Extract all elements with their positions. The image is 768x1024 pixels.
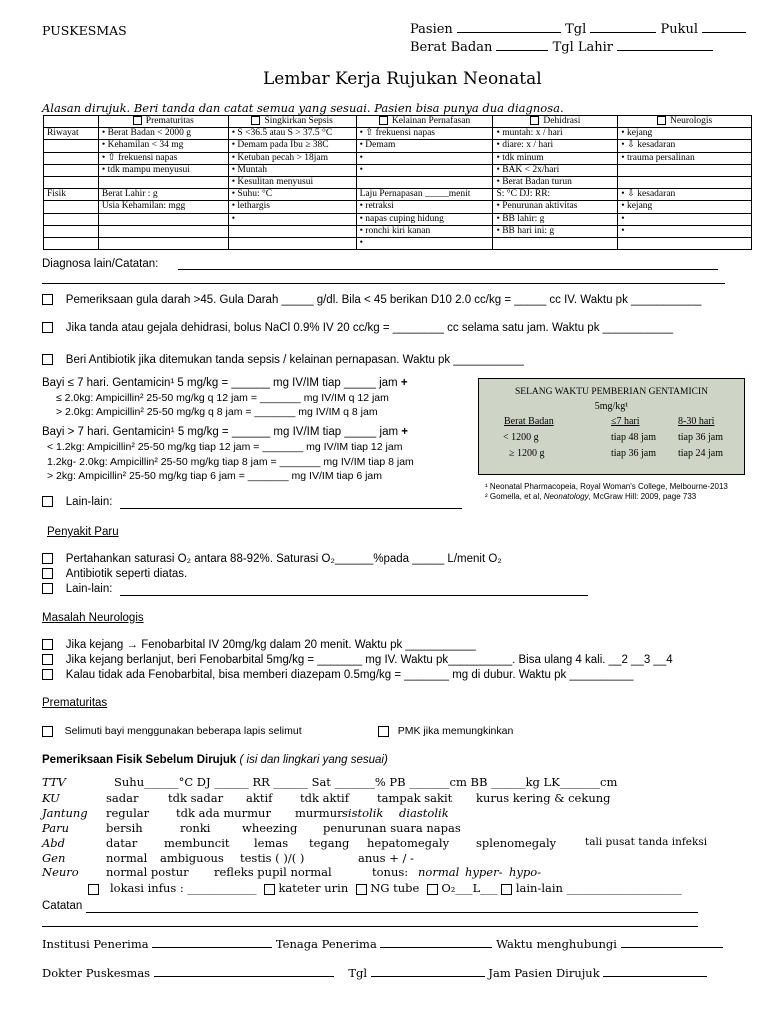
table-cell[interactable] <box>228 225 356 237</box>
ttv-fields[interactable]: Suhu______°C DJ ______ RR ______ Sat _______% PB _______cm BB ______kg LK_______cm <box>114 775 618 789</box>
jantung-label: Jantung <box>42 806 88 820</box>
neuro-option[interactable]: hypo- <box>509 865 542 879</box>
neuro-option[interactable]: refleks pupil normal <box>214 865 332 879</box>
ng-tube-checkbox[interactable] <box>356 884 367 895</box>
tgl2-field[interactable] <box>371 976 485 977</box>
table-cell[interactable]: • <box>618 213 752 225</box>
diagnosa-lain-label: Diagnosa lain/Catatan: <box>42 258 159 270</box>
abd-option[interactable]: hepatomegaly <box>367 836 450 850</box>
table-row <box>44 176 752 188</box>
tenaga-field[interactable] <box>380 947 492 948</box>
lain-lain-checkbox-1[interactable] <box>42 496 53 507</box>
pukul-label: Pukul <box>660 22 699 37</box>
fisik-section-title: Pemeriksaan Fisik Sebelum Dirujuk ( isi dan lingkari yang sesuai) <box>42 754 388 766</box>
table-cell[interactable]: Berat Lahir : g <box>98 189 228 201</box>
jantung-option[interactable]: sistolik <box>342 806 384 820</box>
paru-checkbox-1[interactable] <box>42 553 53 564</box>
dehidrasi-row <box>42 322 673 334</box>
prem-row-1: Selimuti bayi menggunakan beberapa lapis selimut <box>42 725 302 737</box>
neuro-tonus-label: tonus: <box>372 865 409 879</box>
table-cell[interactable] <box>98 176 228 188</box>
riwayat-label: Riwayat <box>44 128 99 140</box>
ku-label: KU <box>42 791 60 805</box>
table-cell[interactable]: S: °C DJ: RR: <box>493 189 618 201</box>
table-cell[interactable]: • Muntah <box>228 164 356 176</box>
institusi-label: Institusi Penerima <box>42 937 149 951</box>
header-neurologis[interactable]: Neurologis <box>618 116 752 128</box>
procedures-row: lokasi infus : ____________ kateter urin NG tube O₂___L___ lain-lain ____________________ <box>88 881 682 895</box>
table-cell[interactable]: • <box>356 237 493 249</box>
table-cell[interactable]: • S <36.5 atau S > 37.5 °C <box>228 128 356 140</box>
prem-section-title: Prematuritas <box>42 697 108 709</box>
table-row <box>44 213 752 225</box>
table-cell[interactable]: • retraksi <box>356 201 493 213</box>
pasien-row <box>410 22 746 37</box>
berat-row <box>410 40 713 55</box>
table-cell[interactable]: • Demam <box>356 140 493 152</box>
dokter-row <box>42 966 707 980</box>
paru-row-2: Antibiotik seperti diatas. <box>42 568 187 580</box>
gent-r2-c3: tiap 24 jam <box>678 448 723 459</box>
table-row <box>44 164 752 176</box>
tenaga-label: Tenaga Penerima <box>275 937 377 951</box>
gentamicin-interval-table <box>478 378 745 475</box>
infus-checkbox[interactable] <box>88 884 99 895</box>
gent-r1-c3: tiap 36 jam <box>678 432 723 443</box>
header-pernafasan[interactable]: Kelainan Pernafasan <box>356 116 493 128</box>
table-cell[interactable] <box>356 176 493 188</box>
page-title: Lembar Kerja Rujukan Neonatal <box>263 69 542 89</box>
header-prematuritas[interactable]: Prematuritas <box>98 116 228 128</box>
table-cell[interactable]: • napas cuping hidung <box>356 213 493 225</box>
gula-row <box>42 294 701 306</box>
table-cell[interactable]: • lethargis <box>228 201 356 213</box>
paru-checkbox-2[interactable] <box>42 568 53 579</box>
tgl2-label: Tgl <box>348 966 368 980</box>
table-cell[interactable]: • ⇧ frekuensi napas <box>98 152 228 164</box>
bayi-gt7-line2: < 1.2kg: Ampicillin² 25-50 mg/kg tiap 12 jam = _______ mg IV/IM tiap 12 jam <box>47 441 403 453</box>
gent-title: SELANG WAKTU PEMBERIAN GENTAMICIN <box>514 387 708 397</box>
table-cell[interactable]: • Ketuban pecah > 18jam <box>228 152 356 164</box>
gent-subtitle: 5mg/kg¹ <box>594 401 629 412</box>
header-sepsis[interactable]: Singkirkan Sepsis <box>228 116 356 128</box>
lain-lain-proc-checkbox[interactable] <box>501 884 512 895</box>
paru-option[interactable]: ronki <box>180 821 211 835</box>
paru-exam-label: Paru <box>42 821 69 835</box>
berat-badan-label: Berat Badan <box>410 40 493 55</box>
bayi-gt7-line3: 1.2kg- 2.0kg: Ampicillin² 25-50 mg/kg tiap 8 jam = _______ mg IV/IM tiap 8 jam <box>47 456 414 468</box>
neuro-row-1: Jika kejang → Fenobarbital IV 20mg/kg dalam 20 menit. Waktu pk ___________ <box>42 639 476 651</box>
diagnosa-lain-field[interactable] <box>178 269 718 270</box>
table-cell[interactable]: • Berat Badan < 2000 g <box>98 128 228 140</box>
referral-reason-table <box>43 115 752 250</box>
tgl-field[interactable] <box>590 32 656 33</box>
paru-lain-field[interactable] <box>120 595 588 596</box>
diagnosa-lain-field-2[interactable] <box>42 283 725 284</box>
table-cell[interactable]: • Kehamilan < 34 mg <box>98 140 228 152</box>
jantung-option[interactable]: diastolik <box>399 806 449 820</box>
abd-option[interactable]: lemas <box>254 836 289 850</box>
abd-option[interactable]: splenomegaly <box>476 836 557 850</box>
kateter-checkbox[interactable] <box>264 884 275 895</box>
table-cell[interactable]: • Demam pada Ibu ≥ 38C <box>228 140 356 152</box>
gent-r1-c2: tiap 48 jam <box>611 432 656 443</box>
table-cell[interactable]: • ronchi kiri kanan <box>356 225 493 237</box>
lain-lain-field-1[interactable] <box>120 508 462 509</box>
antibiotik-row <box>42 354 524 366</box>
catatan-field[interactable] <box>86 912 698 913</box>
bayi-gt7-line1: Bayi > 7 hari. Gentamicin¹ 5 mg/kg = ______ mg IV/IM tiap _____ jam + <box>42 426 408 438</box>
abd-option[interactable]: tegang <box>309 836 350 850</box>
catatan-field-2[interactable] <box>42 926 698 927</box>
prem-row-2: PMK jika memungkinkan <box>378 725 513 737</box>
table-cell[interactable]: • tdk minum <box>493 152 618 164</box>
table-cell[interactable] <box>228 237 356 249</box>
table-cell[interactable]: • Berat Badan turun <box>493 176 618 188</box>
waktu-hubungi-label: Waktu menghubungi <box>496 937 617 951</box>
bayi-le7-line2: ≤ 2.0kg: Ampicillin² 25-50 mg/kg q 12 jam = _______ mg IV/IM q 12 jam <box>56 392 389 404</box>
paru-checkbox-3[interactable] <box>42 583 53 594</box>
institusi-row <box>42 937 723 951</box>
ku-option[interactable]: sadar <box>106 791 139 805</box>
gent-r2-c2: tiap 36 jam <box>611 448 656 459</box>
paru-row-1: Pertahankan saturasi O₂ antara 88-92%. Saturasi O₂______%pada _____ L/menit O₂ <box>42 553 502 565</box>
paru-option[interactable]: penurunan suara napas <box>323 821 461 835</box>
table-cell[interactable]: • muntah: x / hari <box>493 128 618 140</box>
fisik-label: Fisik <box>44 189 99 201</box>
ku-option[interactable]: tampak sakit <box>377 791 453 805</box>
table-cell[interactable]: • BB hari ini: g <box>493 225 618 237</box>
table-cell[interactable]: • Penurunan aktivitas <box>493 201 618 213</box>
plus-icon: + <box>401 426 408 438</box>
abd-option[interactable]: membuncit <box>164 836 230 850</box>
bayi-le7-line1: Bayi ≤ 7 hari. Gentamicin¹ 5 mg/kg = ______ mg IV/IM tiap _____ jam + <box>42 377 408 389</box>
dehidrasi-checkbox[interactable] <box>42 322 53 333</box>
gen-option[interactable]: anus + / - <box>358 851 414 865</box>
dokter-field[interactable] <box>154 976 334 977</box>
lain-lain-row-1: Lain-lain: <box>42 496 112 508</box>
jantung-option[interactable]: tdk ada murmur <box>176 806 271 820</box>
pukul-field[interactable] <box>702 32 746 33</box>
catatan-label: Catatan <box>42 900 83 912</box>
institusi-field[interactable] <box>152 947 272 948</box>
gent-r1-c1: < 1200 g <box>503 432 539 443</box>
table-cell[interactable] <box>618 176 752 188</box>
paru-row-3: Lain-lain: <box>42 583 112 595</box>
bayi-le7-line3: > 2.0kg: Ampicillin² 25-50 mg/kg q 8 jam = _______ mg IV/IM q 8 jam <box>56 406 378 418</box>
table-cell[interactable]: • Suhu: °C <box>228 189 356 201</box>
facility-name: PUSKESMAS <box>42 23 127 38</box>
paru-section-title: Penyakit Paru <box>47 526 119 538</box>
abd-option[interactable]: tali pusat tanda infeksi <box>585 836 708 848</box>
table-cell[interactable]: • tdk mampu menyusui <box>98 164 228 176</box>
bayi-gt7-line4: > 2kg: Ampicillin² 25-50 mg/kg tiap 6 jam = _______ mg IV/IM tiap 6 jam <box>47 470 383 482</box>
header-dehidrasi[interactable]: Dehidrasi <box>493 116 618 128</box>
table-cell[interactable]: Usia Kehamilan: mgg <box>98 201 228 213</box>
abd-label: Abd <box>42 836 66 850</box>
ttv-label: TTV <box>42 775 66 789</box>
table-cell[interactable]: • Kesulitan menyusui <box>228 176 356 188</box>
tgl-lahir-field[interactable] <box>617 50 713 51</box>
neuro-section-title: Masalah Neurologis <box>42 612 144 624</box>
table-cell[interactable]: • ⇩ kesadaran <box>618 140 752 152</box>
table-header-row <box>44 116 752 128</box>
table-row <box>44 140 752 152</box>
table-cell[interactable] <box>98 237 228 249</box>
table-cell[interactable]: • diare: x / hari <box>493 140 618 152</box>
ku-option[interactable]: aktif <box>246 791 273 805</box>
dokter-label: Dokter Puskesmas <box>42 966 151 980</box>
reference-1: ¹ Neonatal Pharmacopeia, Royal Woman's College, Melbourne-2013 <box>485 482 728 491</box>
paru-option[interactable]: wheezing <box>242 821 298 835</box>
gula-text: Pemeriksaan gula darah >45. Gula Darah _____ g/dl. Bila < 45 berikan D10 2.0 cc/kg = _____ cc IV. Waktu pk ___________ <box>65 294 702 306</box>
instruction-text: Alasan dirujuk. Beri tanda dan catat semua yang sesuai. Pasien bisa punya dua diagnosa. <box>42 101 564 115</box>
table-row <box>44 189 752 201</box>
gent-col-7hari: ≤7 hari <box>611 416 640 427</box>
jam-rujuk-label: Jam Pasien Dirujuk <box>488 966 600 980</box>
table-row <box>44 152 752 164</box>
table-cell[interactable] <box>98 225 228 237</box>
waktu-hubungi-field[interactable] <box>621 947 723 948</box>
table-row <box>44 225 752 237</box>
table-cell[interactable]: • <box>228 213 356 225</box>
gen-label: Gen <box>42 851 66 865</box>
prem-checkbox-1[interactable] <box>42 726 53 737</box>
pasien-field[interactable] <box>457 32 561 33</box>
table-cell[interactable]: • <box>618 225 752 237</box>
reference-2: ² Gomella, et al, Neonatology, McGraw Hill: 2009, page 733 <box>485 492 697 501</box>
gent-r2-c1: ≥ 1200 g <box>509 448 545 459</box>
neuro-checkbox-2[interactable] <box>42 654 53 665</box>
ku-option[interactable]: tdk aktif <box>300 791 349 805</box>
table-cell[interactable] <box>618 164 752 176</box>
gen-option[interactable]: testis ( )/( ) <box>240 851 305 865</box>
plus-icon: + <box>400 377 408 389</box>
antibiotik-text: Beri Antibiotik jika ditemukan tanda sepsis / kelainan pernapasan. Waktu pk ___________ <box>65 354 524 366</box>
table-cell[interactable] <box>98 213 228 225</box>
neuro-row-3: Kalau tidak ada Fenobarbital, bisa memberi diazepam 0.5mg/kg = _______ mg di dubur. Waktu pk __________ <box>42 669 633 681</box>
jantung-option[interactable]: murmur <box>295 806 343 820</box>
table-row <box>44 128 752 140</box>
table-cell[interactable] <box>493 237 618 249</box>
gen-option[interactable]: ambiguous <box>160 851 224 865</box>
neuro-option[interactable]: hyper- <box>465 865 503 879</box>
neuro-checkbox-1[interactable] <box>42 639 53 650</box>
table-cell[interactable]: Laju Pernapasan _____menit <box>356 189 493 201</box>
tgl-label: Tgl <box>565 22 587 37</box>
table-cell[interactable]: • BAK < 2x/hari <box>493 164 618 176</box>
neuro-row-2: Jika kejang berlanjut, beri Fenobarbital 5mg/kg = _______ mg IV. Waktu pk__________. Bisa ulang 4 kali. __2 __3 __4 <box>42 654 673 666</box>
jantung-option[interactable]: regular <box>106 806 150 820</box>
abd-option[interactable]: datar <box>106 836 138 850</box>
berat-badan-field[interactable] <box>496 50 548 51</box>
antibiotik-checkbox[interactable] <box>42 354 53 365</box>
gent-col-berat: Berat Badan <box>504 416 554 427</box>
o2-checkbox[interactable] <box>427 884 438 895</box>
paru-option[interactable]: bersih <box>106 821 143 835</box>
table-cell[interactable]: • kejang <box>618 201 752 213</box>
table-cell[interactable]: • ⇩ kesadaran <box>618 189 752 201</box>
gula-checkbox[interactable] <box>42 294 53 305</box>
neuro-option[interactable]: normal postur <box>106 865 189 879</box>
tgl-lahir-label: Tgl Lahir <box>552 40 614 55</box>
prem-checkbox-2[interactable] <box>378 726 389 737</box>
ku-option[interactable]: kurus kering & cekung <box>476 791 611 805</box>
table-cell[interactable]: • trauma persalinan <box>618 152 752 164</box>
table-cell[interactable]: • kejang <box>618 128 752 140</box>
table-cell[interactable]: • ⇧ frekuensi napas <box>356 128 493 140</box>
table-row <box>44 201 752 213</box>
neuro-option[interactable]: normal <box>418 865 460 879</box>
gen-option[interactable]: normal <box>106 851 148 865</box>
ku-option[interactable]: tdk sadar <box>168 791 224 805</box>
neuro-checkbox-3[interactable] <box>42 669 53 680</box>
dehidrasi-text: Jika tanda atau gejala dehidrasi, bolus NaCl 0.9% IV 20 cc/kg = ________ cc selama satu jam. Waktu pk ___________ <box>65 322 673 334</box>
table-cell[interactable]: • <box>356 152 493 164</box>
table-cell[interactable] <box>618 237 752 249</box>
jam-rujuk-field[interactable] <box>603 976 707 977</box>
neuro-exam-label: Neuro <box>42 865 79 879</box>
table-row <box>44 237 752 249</box>
gent-col-30hari: 8-30 hari <box>678 416 715 427</box>
pasien-label: Pasien <box>410 22 453 37</box>
table-cell[interactable]: • <box>356 164 493 176</box>
table-cell[interactable]: • BB lahir: g <box>493 213 618 225</box>
